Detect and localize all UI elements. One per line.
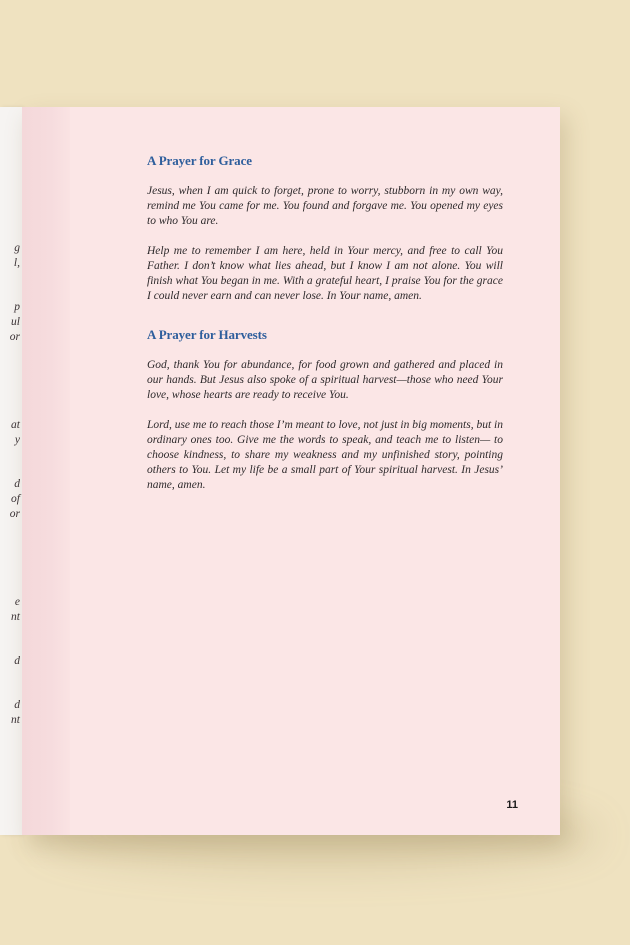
left-page-text-fragment: d: [14, 478, 20, 490]
prayer-paragraph: Lord, use me to reach those I’m meant to love, not just in big moments, but in ordinary ones too. Give me the words to speak, and teach me to listen— to choose kindness, to share my weakness and my unfinished story, pointing others to You. Let my life be a small part of Your spiritual harvest. In Jesus’ name, amen.: [147, 419, 503, 491]
left-page-text-fragment: or: [9, 331, 20, 343]
left-page-text-fragment: at: [11, 419, 20, 431]
left-page-text-fragment: y: [14, 434, 20, 446]
page-gutter: [22, 107, 70, 835]
left-page-text-fragment: nt: [11, 714, 20, 726]
left-page-text-fragment: d: [14, 655, 20, 667]
left-page-text-fragment: e: [14, 596, 20, 608]
page-number: 11: [506, 799, 518, 811]
prayer-section-grace: [147, 153, 503, 304]
left-page-text-fragment: or: [9, 508, 20, 520]
left-page-text-fragment: g: [14, 242, 20, 254]
left-page-text-fragment: ul: [11, 316, 20, 328]
left-page-text-fragment: p: [14, 301, 20, 313]
prayer-paragraph: Jesus, when I am quick to forget, prone to worry, stubborn in my own way, remind me You came for me. You found and forgave me. You opened my eyes to who You are.: [147, 185, 503, 227]
left-page-text-fragment: l,: [13, 257, 20, 269]
prayer-paragraph: Help me to remember I am here, held in Your mercy, and free to call You Father. I don’t know what lies ahead, but I know I am not alone. You will finish what You began in me. With a grateful heart, I praise You for the grace I could never earn and can never lose. In Your name, amen.: [147, 245, 503, 302]
left-page-text-fragment: nt: [11, 611, 20, 623]
page-content: [147, 153, 503, 508]
left-page-edge: [0, 107, 22, 835]
left-page-text-fragment: of: [11, 493, 20, 505]
prayer-paragraph: God, thank You for abundance, for food grown and gathered and placed in our hands. But Jesus also spoke of a spiritual harvest—those who need Your love, whose hearts are ready to receive You.: [147, 359, 503, 401]
left-page-text-fragment: d: [14, 699, 20, 711]
prayer-section-harvests: [147, 327, 503, 493]
section-title: A Prayer for Harvests: [147, 327, 267, 342]
section-title: A Prayer for Grace: [147, 153, 252, 168]
right-page: [22, 107, 560, 835]
